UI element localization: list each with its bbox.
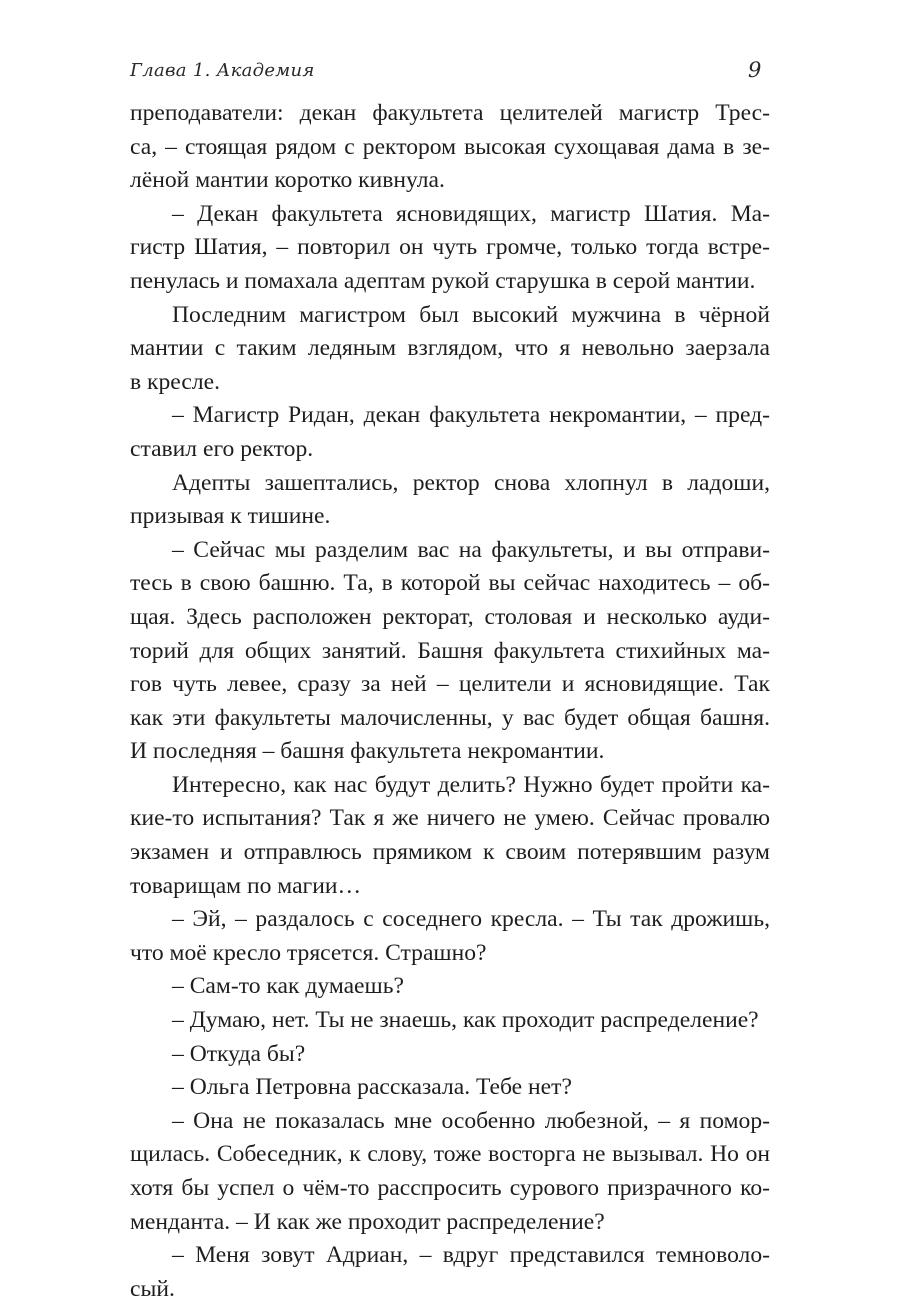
text-line: лёной мантии коротко кивнула. <box>130 167 445 194</box>
text-line: преподаватели: декан факультета целителей магистр Трес- <box>130 100 770 126</box>
text-line: как эти факультеты малочисленны, у вас будет общая башня. <box>130 704 770 731</box>
text-line: са, – стоящая рядом с ректором высокая сухощавая дама в зе- <box>130 133 770 160</box>
running-title: Глава 1. Академия <box>130 60 315 81</box>
text-line: щилась. Собеседник, к слову, тоже восторга не вызывал. Но он <box>130 1141 770 1168</box>
text-line: торий для общих занятий. Башня факультета стихийных ма- <box>130 637 770 664</box>
text-line: гов чуть левее, сразу за ней – целители и ясновидящие. Так <box>130 671 770 698</box>
text-line: – Сейчас мы разделим вас на факультеты, и вы отправи- <box>172 536 770 563</box>
text-line: щая. Здесь расположен ректорат, столовая и несколько ауди- <box>130 603 770 630</box>
body-text <box>130 97 770 1306</box>
text-line: – Откуда бы? <box>172 1040 306 1067</box>
page-number: 9 <box>748 58 762 82</box>
text-line: пенулась и помахала адептам рукой старушка в серой мантии. <box>130 267 756 294</box>
text-line: – Ольга Петровна рассказала. Тебе нет? <box>172 1074 572 1101</box>
text-line: – Сам-то как думаешь? <box>172 973 404 1000</box>
text-line: ставил его ректор. <box>130 435 314 462</box>
text-line: – Декан факультета ясновидящих, магистр Шатия. Ма- <box>172 200 770 227</box>
text-line: – Она не показалась мне особенно любезной, – я помор- <box>172 1107 770 1134</box>
text-line: Интересно, как нас будут делить? Нужно будет пройти ка- <box>172 771 770 798</box>
text-line: Последним магистром был высокий мужчина в чёрной <box>172 301 770 328</box>
text-line: товарищам по магии… <box>130 872 362 899</box>
text-line: что моё кресло трясется. Страшно? <box>130 939 487 966</box>
text-line: в кресле. <box>130 368 220 395</box>
text-line: кие-то испытания? Так я же ничего не умею. Сейчас провалю <box>130 805 770 832</box>
text-line: сый. <box>130 1275 175 1302</box>
text-line: Адепты зашептались, ректор снова хлопнул в ладоши, <box>172 469 770 496</box>
text-line: И последняя – башня факультета некромантии. <box>130 738 605 765</box>
text-line: – Эй, – раздалось с соседнего кресла. – Ты так дрожишь, <box>172 906 770 933</box>
text-line: экзамен и отправлюсь прямиком к своим потерявшим разум <box>130 839 770 866</box>
text-line: менданта. – И как же проходит распределение? <box>130 1208 605 1235</box>
text-line: хотя бы успел о чём-то расспросить сурового призрачного ко- <box>130 1175 770 1201</box>
text-line: призывая к тишине. <box>130 503 331 530</box>
text-line: мантии с таким ледяным взглядом, что я невольно заерзала <box>130 335 770 362</box>
text-line: – Думаю, нет. Ты не знаешь, как проходит распределение? <box>172 1007 759 1034</box>
text-line: – Магистр Ридан, декан факультета некромантии, – пред- <box>172 402 770 429</box>
text-line: – Меня зовут Адриан, – вдруг представился темноволо- <box>172 1242 770 1269</box>
text-line: гистр Шатия, – повторил он чуть громче, только тогда встре- <box>130 234 770 261</box>
text-line: тесь в свою башню. Та, в которой вы сейчас находитесь – об- <box>130 570 770 597</box>
